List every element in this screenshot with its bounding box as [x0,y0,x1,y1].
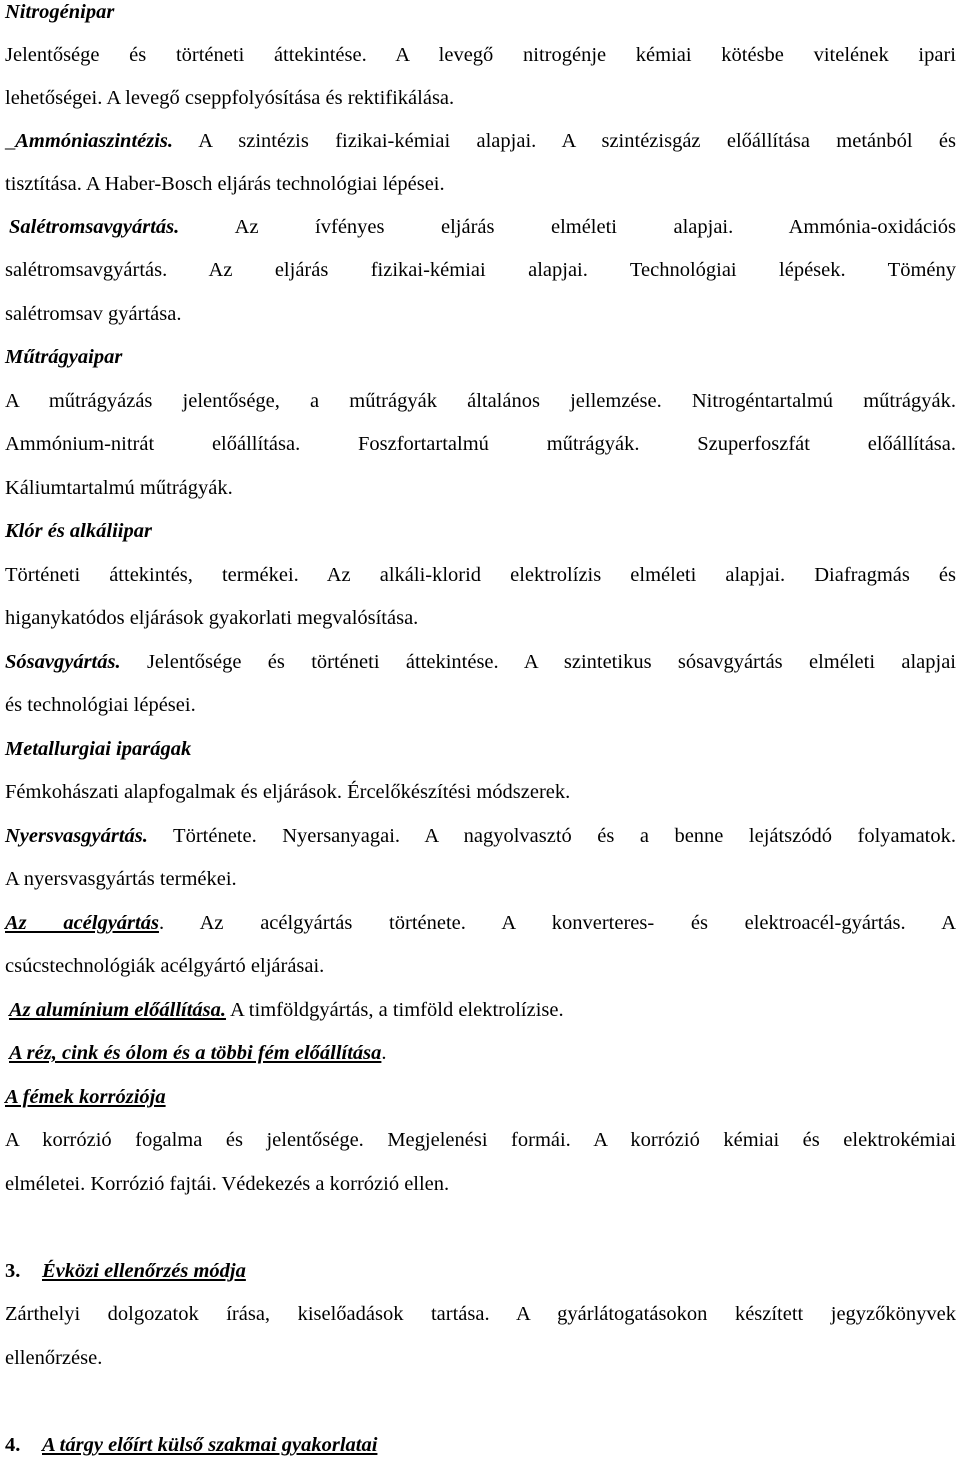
corrosion-line2: elméletei. Korrózió fajtái. Védekezés a korrózió ellen. [5,1173,450,1195]
steel-paragraph-line1 [5,911,956,935]
copper-dot: . [381,1042,387,1064]
section3-line2: ellenőrzése. [5,1347,103,1369]
iron-title: Nyersvasgyártás. [5,825,148,847]
section3-number: 3. [5,1260,21,1282]
chlor-line2: higanykatódos eljárások gyakorlati megvalósítása. [5,607,419,629]
corrosion-line1: A korrózió fogalma és jelentősége. Megjelenési formái. A korrózió kémiai és elektrokémiai [5,1129,956,1151]
section3-line1: Zárthelyi dolgozatok írása, kiselőadások tartása. A gyárlátogatásokon készített jegyzőkönyvek [5,1303,956,1325]
copper-line [5,1041,956,1065]
section4-number: 4. [5,1434,21,1456]
steel-paragraph-line2: csúcstechnológiák acélgyártó eljárásai. [5,955,325,977]
hcl-title: Sósavgyártás. [5,651,121,673]
chlor-line1: Történeti áttekintés, termékei. Az alkáli-klorid elektrolízis elméleti alapjai. Diafragmás és [5,564,956,586]
iron-paragraph-line1 [5,824,956,848]
hcl-paragraph-line1 [5,650,956,674]
iron-text: Története. Nyersanyagai. A nagyolvasztó és a benne lejátszódó folyamatok. [147,825,956,847]
ammonia-paragraph-line1 [5,129,956,153]
aluminium-line [5,998,956,1022]
copper-title: A réz, cink és ólom és a többi fém előállítása [9,1042,382,1064]
fertilizer-line1: A műtrágyázás jelentősége, a műtrágyák általános jellemzése. Nitrogéntartalmú műtrágyák. [5,390,956,412]
steel-text: . Az acélgyártás története. A konverteres- és elektroacél-gyártás. A [158,912,956,934]
section3-title: Évközi ellenőrzés módja [42,1260,246,1282]
hcl-paragraph-line2: és technológiai lépései. [5,694,196,716]
steel-title: Az acélgyártás [5,912,159,934]
nitric-text: Az ívfényes eljárás elméleti alapjai. Ammónia-oxidációs [179,216,956,238]
nitric-paragraph-line1 [5,215,956,239]
iron-paragraph-line2: A nyersvasgyártás termékei. [5,868,237,890]
fertilizer-line2: Ammónium-nitrát előállítása. Foszfortartalmú műtrágyák. Szuperfoszfát előállítása. [5,433,956,455]
ammonia-text: A szintézis fizikai-kémiai alapjai. A szintézisgáz előállítása metánból és [173,130,956,152]
section3-heading [5,1259,956,1283]
ammonia-prefix: _ [5,130,16,152]
chlor-heading: Klór és alkáliipar [5,520,152,542]
metallurgy-line1: Fémkohászati alapfogalmak és eljárások. Ércelőkészítési módszerek. [5,781,571,803]
hcl-text: Jelentősége és történeti áttekintése. A szintetikus sósavgyártás elméleti alapjai [120,651,956,673]
nitric-paragraph-line3: salétromsav gyártása. [5,303,182,325]
section4-heading [5,1433,956,1457]
aluminium-text: A timföldgyártás, a timföld elektrolízise. [226,999,564,1021]
ammonia-title: Ammóniaszintézis. [15,130,174,152]
nitrogen-intro-line1: Jelentősége és történeti áttekintése. A levegő nitrogénje kémiai kötésbe vitelének ipari [5,44,956,66]
section4-title: A tárgy előírt külső szakmai gyakorlatai [42,1434,378,1456]
corrosion-heading: A fémek korróziója [5,1086,166,1108]
aluminium-title: Az alumínium előállítása. [9,999,227,1021]
ammonia-paragraph-line2: tisztítása. A Haber-Bosch eljárás technológiai lépései. [5,173,445,195]
nitric-paragraph-line2: salétromsavgyártás. Az eljárás fizikai-kémiai alapjai. Technológiai lépések. Tömény [5,259,956,281]
fertilizer-line3: Káliumtartalmú műtrágyák. [5,477,233,499]
metallurgy-heading: Metallurgiai iparágak [5,738,192,760]
nitrogen-intro-line2: lehetőségei. A levegő cseppfolyósítása és rektifikálása. [5,87,455,109]
nitric-title: Salétromsavgyártás. [9,216,180,238]
fertilizer-heading: Műtrágyaipar [5,346,123,368]
nitrogen-heading: Nitrogénipar [5,1,115,23]
